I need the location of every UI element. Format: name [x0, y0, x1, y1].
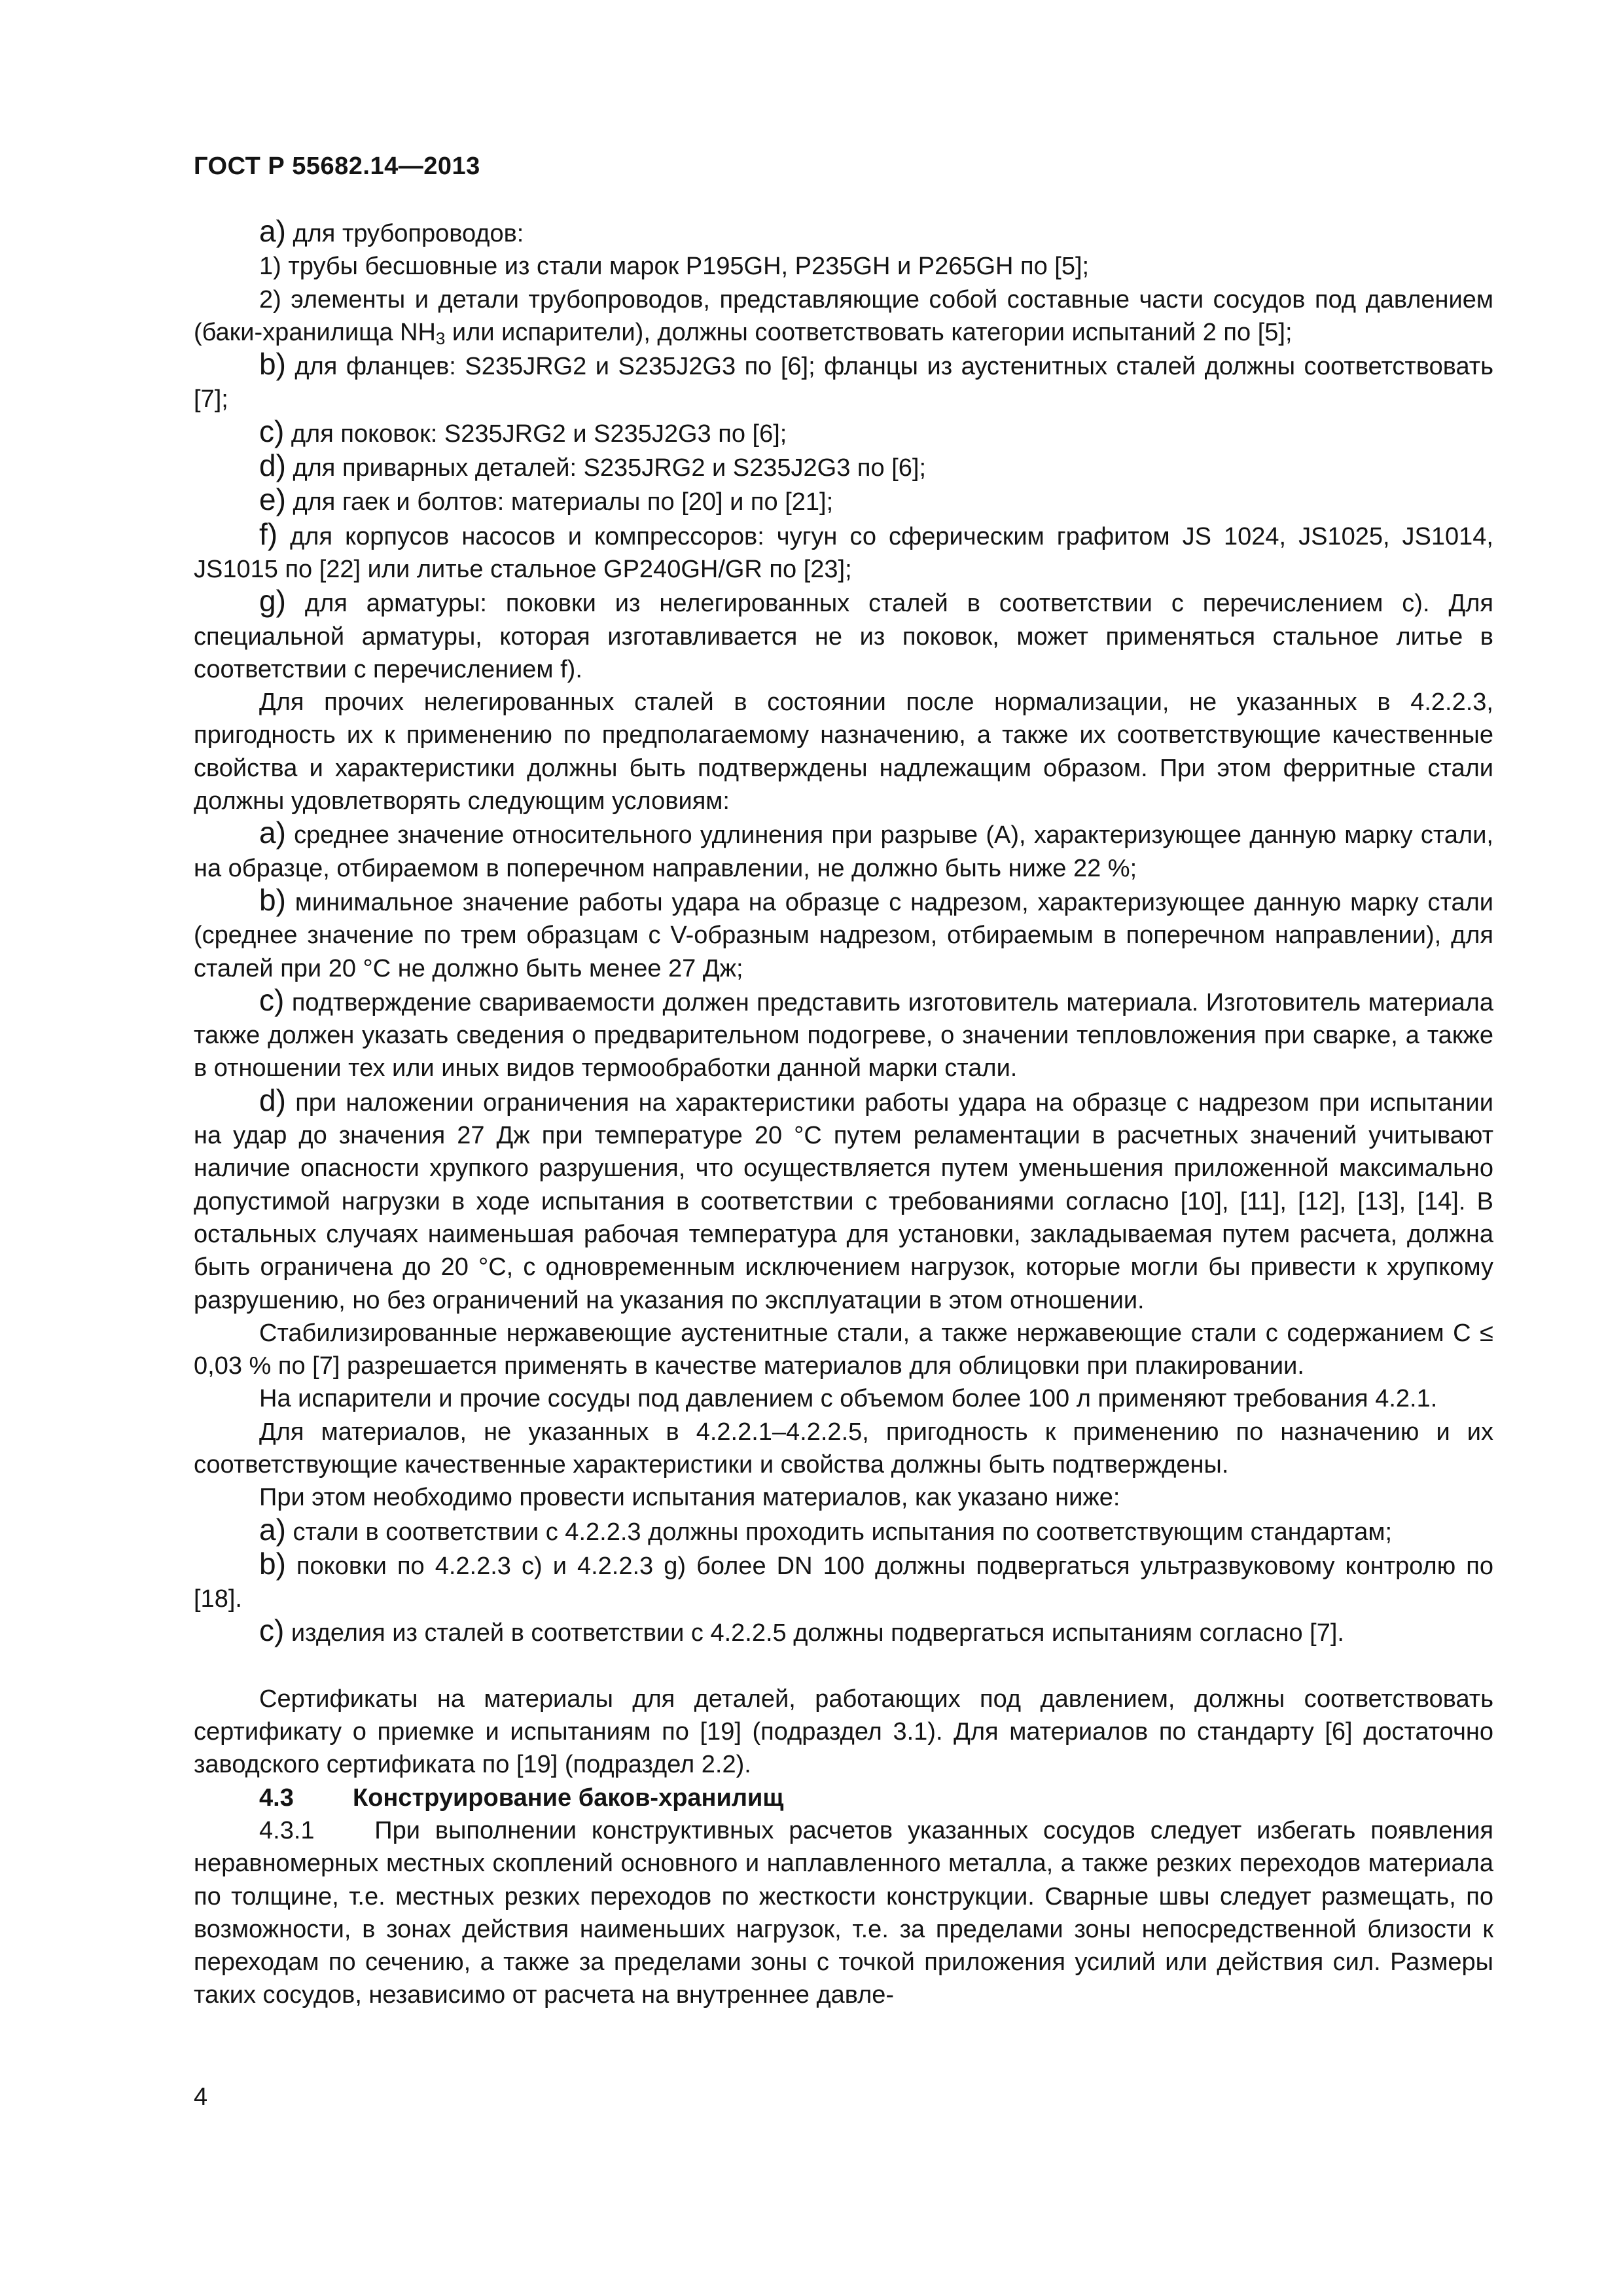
list-item — [194, 416, 1493, 450]
subscript: 3 — [435, 328, 446, 348]
list-text: поковки по 4.2.2.3 с) и 4.2.2.3 g) более DN 100 должны подвергаться ультразвуковому контролю по [18]. — [194, 1552, 1493, 1613]
list-marker: g) — [259, 584, 286, 619]
list-item — [194, 982, 1493, 1085]
list-marker: b) — [259, 882, 286, 917]
list-item — [194, 484, 1493, 518]
list-marker: a) — [259, 816, 286, 850]
list-text: минимальное значение работы удара на образце с надрезом, характеризующее данную марку стали (среднее значение по трем образцам с V-образным надрезом, отбираемым в поперечном направлении), для сталей при 20 °С не должно быть менее 27 Дж; — [194, 888, 1493, 982]
list-text: для корпусов насосов и компрессоров: чугун со сферическим графитом JS 1024, JS1025, JS1014, JS1015 по [22] или литье стальное GP240GH/GR по [23]; — [194, 522, 1493, 583]
list-text: при наложении ограничения на характеристики работы удара на образце с надрезом при испытании на удар до значения 27 Дж при температуре 20 °С путем реламентации в расчетных значений учитывают наличие опасности хрупкого разрушения, что осуществляется путем уменьшения приложенной максимально допустимой нагрузки в ходе испытания в соответствии с требованиями согласно [10], [11], [12], [13], [14]. В остальных случаях наименьшая рабочая температура для установки, закладываемая путем расчета, должна быть ограничена до 20 °С, с одновременным исключением нагрузок, которые могли бы привести к хрупкому разрушению, но без ограничений на указания по эксплуатации в этом отношении. — [194, 1088, 1493, 1314]
list-item — [194, 586, 1493, 686]
list-marker: a) — [259, 214, 286, 248]
subsection-text: При выполнении конструктивных расчетов указанных сосудов следует избегать появления неравномерных местных скоплений основного и наплавленного металла, а также резких переходов материала по толщине, т.е. местных резких переходов по жесткости конструкции. Сварные швы следует размещать, по возможности, в зонах действия наименьших нагрузок, т.е. за пределами зоны непосредственной близости к переходам по сечению, а также за пределами зоны с точкой приложения усилий или действия сил. Размеры таких сосудов, независимо от расчета на внутреннее давле- — [194, 1816, 1494, 2009]
body-paragraph: Сертификаты на материалы для деталей, работающих под давлением, должны соответствовать сертификату о приемке и испытаниям по [19] (подраздел 3.1). Для материалов по стандарту [6] достаточно заводского сертификата по [19] (подраздел 2.2). — [194, 1685, 1493, 1779]
body-paragraph: При этом необходимо провести испытания материалов, как указано ниже: — [259, 1484, 1120, 1512]
body-paragraph: Стабилизированные нержавеющие аустенитные стали, а также нержавеющие стали с содержанием С ≤ 0,03 % по [7] разрешается применять в качестве материалов для облицовки при плакировании. — [194, 1319, 1493, 1380]
list-item — [194, 516, 1493, 586]
list-item — [194, 1615, 1493, 1649]
subsection-paragraph — [194, 1814, 1493, 2012]
list-marker: f) — [259, 516, 278, 551]
list-item — [194, 216, 1493, 250]
list-text: для фланцев: S235JRG2 и S235J2G3 по [6]; фланцы из аустенитных сталей должны соответствовать [7]; — [194, 353, 1493, 414]
list-item — [194, 1546, 1493, 1616]
section-title: Конструирование баков-хранилищ — [353, 1784, 784, 1812]
list-marker: b) — [259, 347, 286, 382]
body-paragraph: Для материалов, не указанных в 4.2.2.1–4.2.2.5, пригодность к применению по назначению и их соответствующие качественные характеристики и свойства должны быть подтверждены. — [194, 1418, 1493, 1479]
list-text: среднее значение относительного удлинения при разрыве (A), характеризующее данную марку стали, на образце, отбираемом в поперечном направлении, не должно быть ниже 22 %; — [194, 821, 1493, 882]
list-item — [194, 349, 1493, 416]
list-text: стали в соответствии с 4.2.2.3 должны проходить испытания по соответствующим стандартам; — [285, 1518, 1393, 1546]
list-item — [194, 882, 1493, 985]
list-text: для гаек и болтов: материалы по [20] и по [21]; — [285, 488, 834, 516]
list-item: 1) трубы бесшовные из стали марок P195GH, P235GH и P265GH по [5]; — [259, 253, 1090, 281]
page-number: 4 — [194, 2083, 208, 2111]
list-text: для приварных деталей: S235JRG2 и S235J2G3 по [6]; — [285, 454, 926, 482]
list-marker: b) — [259, 1546, 286, 1581]
list-text-continued: или испарители), должны соответствовать категории испытаний 2 по [5]; — [445, 318, 1293, 346]
list-item — [194, 817, 1493, 885]
list-marker: a) — [259, 1512, 286, 1547]
list-text: изделия из сталей в соответствии с 4.2.2.5 должны подвергаться испытаниям согласно [7]. — [284, 1619, 1344, 1647]
document-code-header: ГОСТ Р 55682.14—2013 — [194, 152, 480, 180]
list-text: подтверждение свариваемости должен представить изготовитель материала. Изготовитель материала также должен указать сведения о предварительном подогреве, о значении тепловложения при сварке, а также в отношении тех или иных видов термообработки данной марки стали. — [194, 988, 1493, 1083]
section-number: 4.3 — [259, 1784, 294, 1812]
subsection-number: 4.3.1 — [259, 1816, 315, 1844]
list-marker: c) — [259, 982, 285, 1017]
list-marker: d) — [259, 448, 286, 483]
list-marker: d) — [259, 1083, 286, 1117]
list-item — [194, 283, 1493, 350]
list-marker: c) — [259, 1613, 285, 1648]
body-paragraph: На испарители и прочие сосуды под давлением с объемом более 100 л применяют требования 4.2.1. — [259, 1385, 1438, 1413]
list-text: для поковок: S235JRG2 и S235J2G3 по [6]; — [284, 420, 787, 448]
list-text: для трубопроводов: — [285, 220, 524, 247]
list-item — [194, 1085, 1493, 1317]
body-paragraph: Для прочих нелегированных сталей в состоянии после нормализации, не указанных в 4.2.2.3, пригодность их к применению по предполагаемому назначению, а также их соответствующие качественные свойства и характеристики должны быть подтверждены надлежащим образом. При этом ферритные стали должны удовлетворять следующим условиям: — [194, 689, 1493, 816]
list-text: 2) элементы и детали трубопроводов, представляющие собой составные части сосудов под давлением (баки-хранилища NH — [194, 285, 1493, 346]
list-item — [194, 1512, 1493, 1549]
section-heading — [194, 1782, 1493, 1814]
list-text: для арматуры: поковки из нелегированных сталей в соответствии с перечислением с). Для специальной арматуры, которая изготавливается не из поковок, может применяться стальное литье в соответствии с перечислением f). — [194, 590, 1493, 683]
list-marker: e) — [259, 482, 286, 517]
list-item — [194, 450, 1493, 484]
document-body — [194, 216, 1493, 2012]
list-marker: c) — [259, 414, 285, 448]
